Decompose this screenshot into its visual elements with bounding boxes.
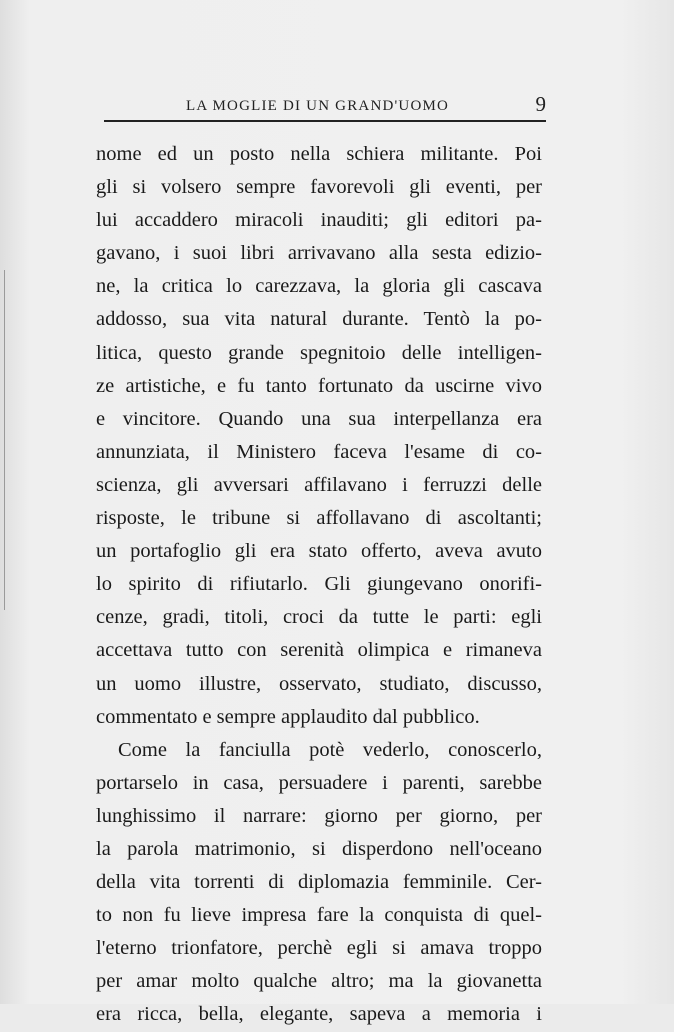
body-text [96, 138, 542, 1032]
text-line: gavano, i suoi libri arrivavano alla sesta edizio- [96, 242, 542, 265]
text-line: gli si volsero sempre favorevoli gli eventi, per [96, 176, 542, 199]
text-line: accettava tutto con serenità olimpica e rimaneva [96, 639, 542, 662]
header-rule [104, 120, 546, 122]
text-line: e vincitore. Quando una sua interpellanza era [96, 407, 542, 430]
text-line: lo spirito di rifiutarlo. Gli giungevano onorifi- [96, 573, 542, 596]
text-line: l'eterno trionfatore, perchè egli si amava troppo [96, 937, 542, 960]
running-head [104, 92, 546, 122]
text-line: litica, questo grande spegnitoio delle intelligen- [96, 341, 542, 364]
text-line: la parola matrimonio, si disperdono nell'oceano [96, 837, 542, 860]
text-line: un portafoglio gli era stato offerto, aveva avuto [96, 540, 542, 563]
page-number: 9 [535, 92, 546, 116]
text-line: to non fu lieve impresa fare la conquista di quel- [96, 904, 542, 927]
text-line: della vita torrenti di diplomazia femminile. Cer- [96, 871, 542, 894]
text-line: risposte, le tribune si affollavano di ascoltanti; [96, 507, 542, 530]
text-line: un uomo illustre, osservato, studiato, discusso, [96, 672, 542, 695]
text-line: era ricca, bella, elegante, sapeva a memoria i [96, 1003, 542, 1026]
text-line: scienza, gli avversari affilavano i ferruzzi delle [96, 473, 542, 496]
text-line: per amar molto qualche altro; ma la giovanetta [96, 970, 542, 993]
text-line: cenze, gradi, titoli, croci da tutte le parti: egli [96, 606, 542, 629]
running-title: LA MOGLIE DI UN GRAND'UOMO [186, 98, 450, 114]
text-line: ze artistiche, e fu tanto fortunato da uscirne vivo [96, 374, 542, 397]
text-line: ne, la critica lo carezzava, la gloria gli cascava [96, 275, 542, 298]
text-line: lunghissimo il narrare: giorno per giorno, per [96, 804, 542, 827]
text-line: lui accaddero miracoli inauditi; gli editori pa- [96, 209, 542, 232]
text-line: addosso, sua vita natural durante. Tentò la po- [96, 308, 542, 331]
margin-mark [4, 270, 11, 610]
text-line: nome ed un posto nella schiera militante. Poi [96, 143, 542, 165]
paragraph-end-line: commentato e sempre applaudito dal pubblico. [96, 705, 480, 728]
text-line: portarselo in casa, persuadere i parenti, sarebbe [96, 771, 542, 794]
paragraph-start-line: Come la fanciulla potè vederlo, conoscerlo, [118, 738, 542, 761]
text-line: annunziata, il Ministero faceva l'esame di co- [96, 440, 542, 463]
